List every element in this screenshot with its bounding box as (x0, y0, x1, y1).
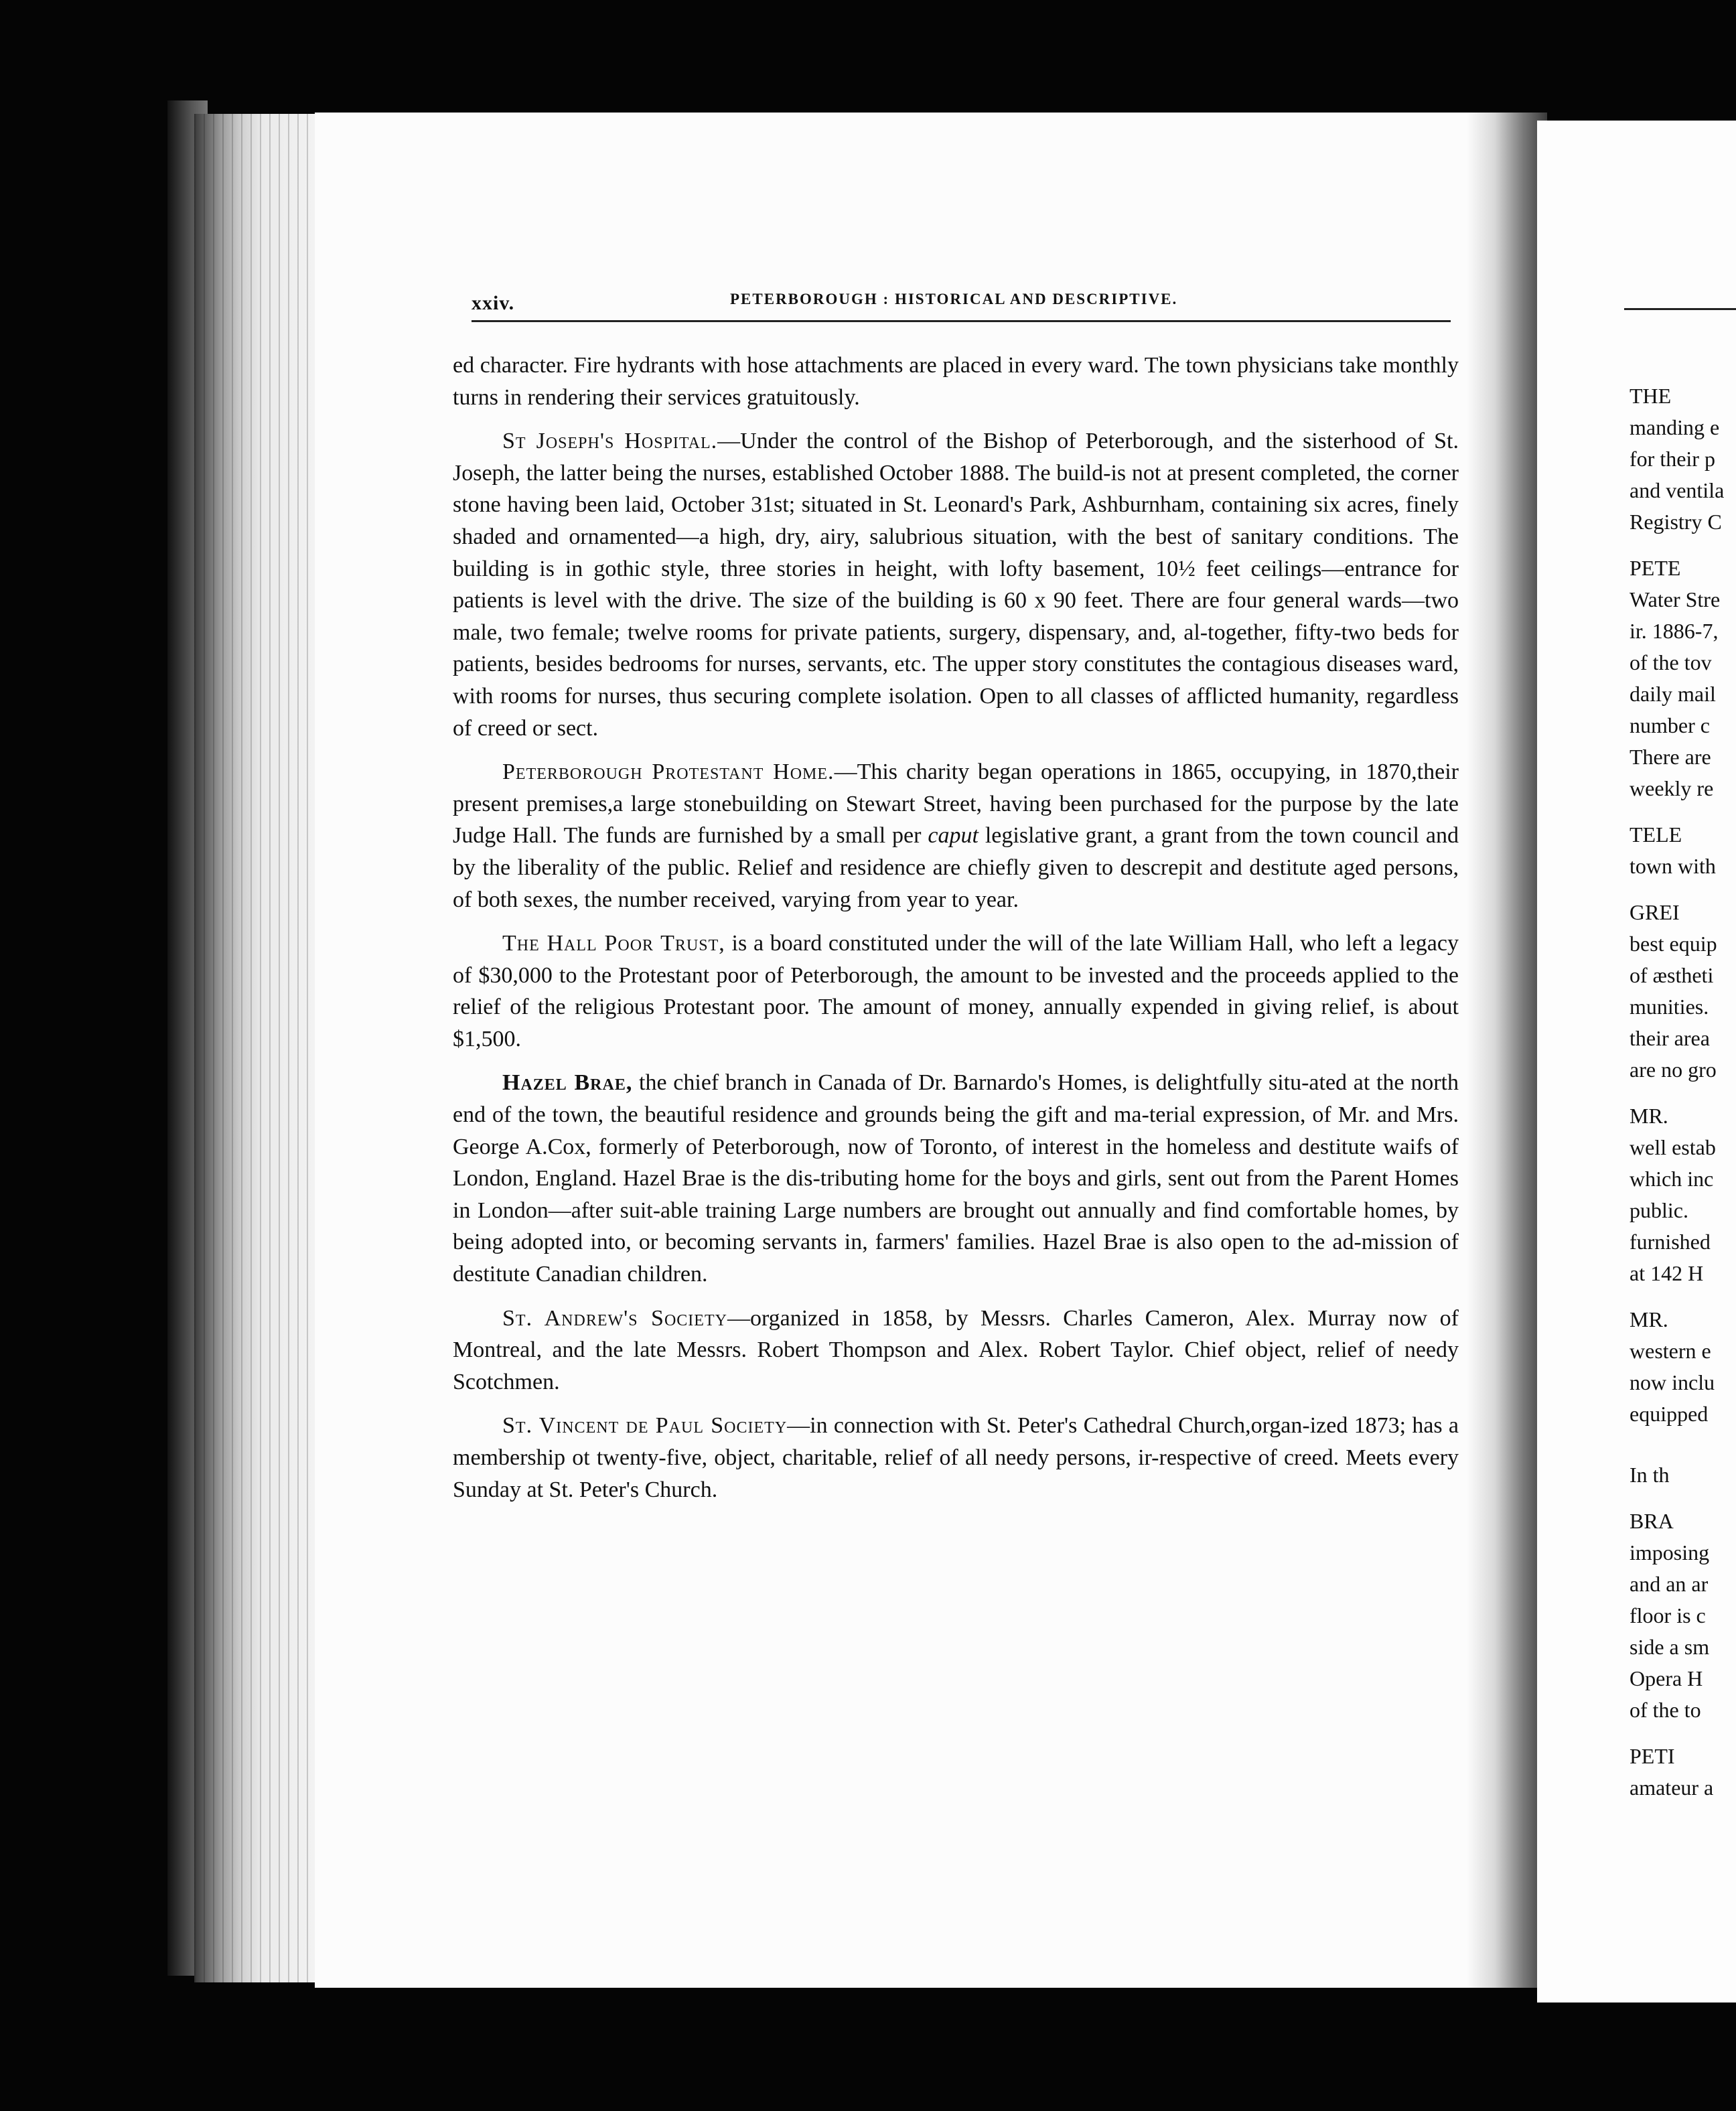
right-page-line: MR. (1630, 1104, 1668, 1128)
right-page-line: now inclu (1630, 1370, 1715, 1394)
right-page-line: imposing (1630, 1540, 1710, 1564)
body-text (453, 350, 1459, 1518)
paragraph-hall-poor-trust (453, 928, 1459, 1055)
page-edges (194, 114, 328, 1982)
right-page-line: PETE (1630, 556, 1681, 580)
right-page-line: Opera H (1630, 1666, 1703, 1690)
right-page-line: Registry C (1630, 510, 1722, 534)
right-page-line: PETI (1630, 1744, 1675, 1768)
heading-hall-poor-trust: The Hall Poor Trust, (502, 931, 725, 956)
paragraph-protestant-home (453, 756, 1459, 916)
right-page-line: MR. (1630, 1307, 1668, 1331)
page-gutter (1467, 113, 1547, 1988)
right-page-line (1630, 882, 1736, 897)
right-page-line: town with (1630, 854, 1716, 878)
running-head: PETERBOROUGH : HISTORICAL AND DESCRIPTIVE. (730, 291, 1178, 307)
right-page-line: THE (1630, 384, 1672, 408)
right-page-line (1630, 1726, 1736, 1741)
right-page-line: munities. (1630, 995, 1709, 1019)
right-page-line: floor is c (1630, 1603, 1706, 1627)
right-page-line: BRA (1630, 1509, 1674, 1533)
right-page-line (1630, 1086, 1736, 1100)
page-number: xxiv. (472, 292, 515, 314)
heading-protestant-home: Peterborough Protestant Home. (502, 759, 835, 785)
right-page-line: TELE (1630, 822, 1682, 847)
right-page-line: GREI (1630, 900, 1680, 924)
right-page-line: are no gro (1630, 1058, 1717, 1082)
text-hazel-brae: the chief branch in Canada of Dr. Barnardo's Homes, is delightfully situ-ated at the north end of the town, the beautiful residence and grounds being the gift and ma-terial expression, of Mr. and Mrs. George A.Cox, formerly of Peterborough, now of Toronto, of interest in the homeless and destitute waifs of London, England. Hazel Brae is the dis-tributing home for the boys and girls, sent out from the Parent Homes in London—after suit-able training Large numbers are brought out annually and find comfortable homes, by being adopted into, or becoming servants in, farmers' families. Hazel Brae is also open to the ad-mission of destitute Canadian children. (453, 1070, 1459, 1287)
right-page-line: side a sm (1630, 1635, 1710, 1659)
right-page-line: of the tov (1630, 650, 1712, 674)
right-page-line: public. (1630, 1198, 1688, 1222)
heading-st-vincent-de-paul: St. Vincent de Paul Society (502, 1413, 788, 1439)
right-page-line: and an ar (1630, 1572, 1709, 1596)
right-page-line: which inc (1630, 1167, 1714, 1191)
intro-paragraph: ed character. Fire hydrants with hose attachments are placed in every ward. The town physicians take monthly turns in rendering their services gratuitously. (453, 353, 1459, 410)
right-page-line: best equip (1630, 932, 1717, 956)
right-page-line: Water Stre (1630, 587, 1721, 611)
text-hall-poor-trust: is a board constituted under the will of the late William Hall, who left a legacy of $30,000 to the Protestant poor of Peterborough, the amount to be invested and the proceeds applied to the relief of the religious Protestant poor. The amount of money, annually expended in giving relief, is about $1,500. (453, 931, 1459, 1051)
right-page-line: number c (1630, 713, 1710, 737)
right-page-line: for their p (1630, 447, 1715, 471)
paragraph-st-andrews-society (453, 1303, 1459, 1398)
right-page-line: and ventila (1630, 478, 1725, 502)
right-page-line: of the to (1630, 1698, 1701, 1722)
right-page-line (1630, 538, 1736, 553)
right-page-line (1630, 1289, 1736, 1304)
text-st-josephs-hospital: —Under the control of the Bishop of Peterborough, and the sisterhood of St. Joseph, the latter being the nurses, established October 1888. The build-is not at present completed, the corner stone having been laid, October 31st; situated in St. Leonard's Park, Ashburnham, containing six acres, finely shaded and ornamented—a high, dry, airy, salubrious situation, with the best of sanitary conditions. The building is in gothic style, three stories in height, with lofty basement, 10½ feet ceilings—entrance for patients is level with the drive. The size of the building is 60 x 90 feet. There are four general wards—two male, two female; twelve rooms for private patients, surgery, dispensary, and, al-together, fifty-two beds for patients, besides bedrooms for nurses, servants, etc. The upper story constitutes the contagious diseases ward, with rooms for nurses, thus securing complete isolation. Open to all classes of afflicted humanity, regardless of creed or sect. (453, 429, 1459, 741)
right-page-line (1630, 804, 1736, 819)
paragraph-hazel-brae (453, 1067, 1459, 1290)
right-page-line: In th (1630, 1463, 1670, 1487)
right-page-line: amateur a (1630, 1775, 1714, 1800)
right-page-line: equipped (1630, 1402, 1709, 1426)
right-page-text-fragments (1630, 380, 1736, 1804)
text-protestant-home-a: —This charity began operations in 1865, occupying, in 1870,their present premises,a large stonebuilding on Stewart Street, having been purchased for the purpose by the late Judge Hall. The funds are furnished by a small per (453, 759, 1459, 849)
right-page-line: well estab (1630, 1135, 1716, 1159)
heading-st-andrews-society: St. Andrew's Society (502, 1305, 727, 1331)
right-page-line (1630, 1445, 1736, 1459)
right-page-line: daily mail (1630, 682, 1716, 706)
right-page-line: manding e (1630, 415, 1720, 439)
text-st-andrews-society: —organized in 1858, by Messrs. Charles Cameron, Alex. Murray now of Montreal, and the late Messrs. Robert Thompson and Alex. Robert Taylor. Chief object, relief of needy Scotchmen. (453, 1305, 1459, 1394)
right-page-line: of æstheti (1630, 963, 1714, 987)
paragraph-st-josephs-hospital (453, 425, 1459, 744)
text-st-vincent-de-paul: —in connection with St. Peter's Cathedral Church,organ-ized 1873; has a membership ot twenty-five, object, charitable, relief of all needy persons, ir-respective of creed. Meets every Sunday at St. Peter's Church. (453, 1413, 1459, 1502)
right-page-line (1630, 1491, 1736, 1506)
right-page-line: their area (1630, 1026, 1710, 1050)
paragraph-st-vincent-de-paul (453, 1410, 1459, 1506)
right-page-line: There are (1630, 745, 1711, 769)
heading-st-josephs-hospital: St Joseph's Hospital. (502, 429, 718, 454)
right-page-line: furnished (1630, 1230, 1711, 1254)
right-page-line: western e (1630, 1339, 1711, 1363)
header-rule (472, 320, 1451, 322)
text-protestant-home-b: legislative grant, a grant from the town council and by the liberality of the public. Relief and residence are chiefly given to descrepit and destitute aged persons, of both sexes, the number received, varying from year to year. (453, 823, 1459, 912)
heading-hazel-brae: Hazel Brae, (502, 1070, 633, 1096)
text-protestant-home-italic: caput (928, 823, 979, 849)
right-page-line: ir. 1886-7, (1630, 619, 1719, 643)
right-page-line: weekly re (1630, 776, 1714, 800)
right-page-line: at 142 H (1630, 1261, 1704, 1285)
right-page-header-rule (1624, 308, 1736, 310)
right-page-line (1630, 1430, 1736, 1445)
